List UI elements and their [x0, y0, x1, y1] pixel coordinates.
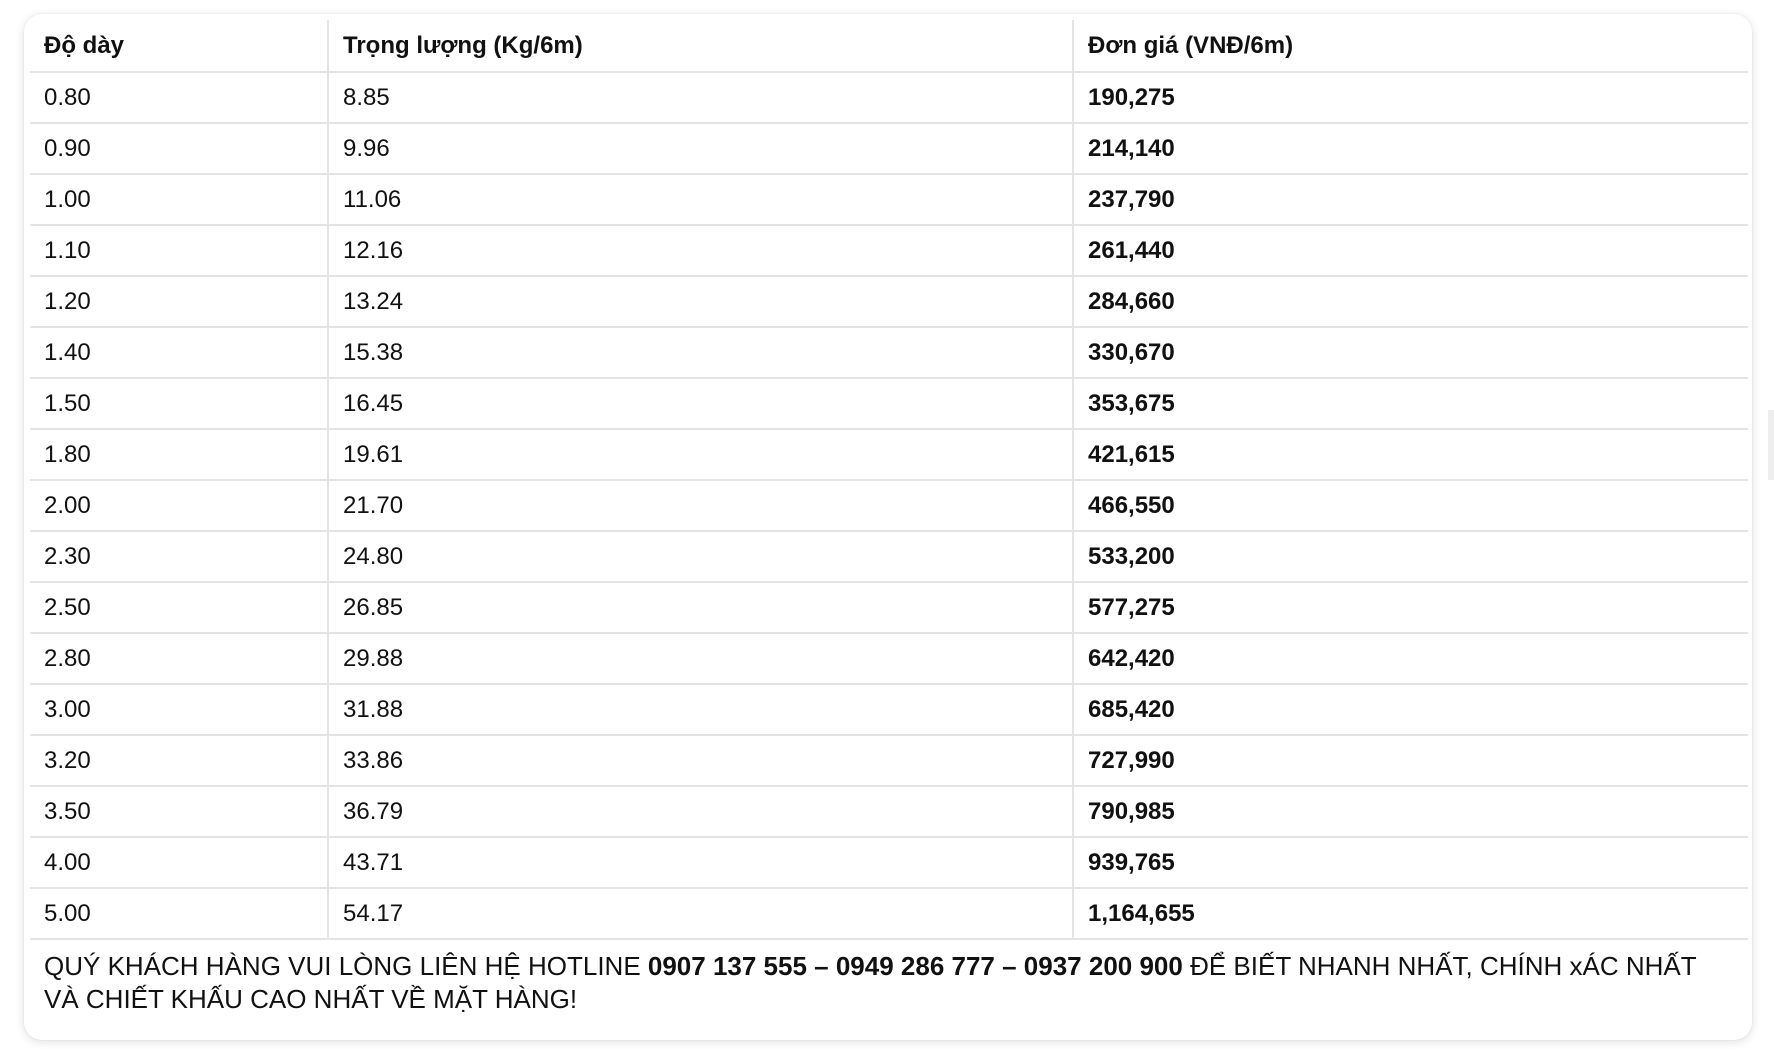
cell-weight: 24.80: [328, 531, 1073, 582]
cell-price: 790,985: [1073, 786, 1748, 837]
cell-thickness: 5.00: [30, 888, 328, 939]
cell-thickness: 2.30: [30, 531, 328, 582]
cell-weight: 26.85: [328, 582, 1073, 633]
cell-thickness: 2.00: [30, 480, 328, 531]
cell-weight: 9.96: [328, 123, 1073, 174]
table-row: [30, 888, 1748, 939]
cell-thickness: 1.50: [30, 378, 328, 429]
table-row: [30, 429, 1748, 480]
cell-price: 939,765: [1073, 837, 1748, 888]
table-row: [30, 531, 1748, 582]
cell-price: 261,440: [1073, 225, 1748, 276]
cell-thickness: 1.00: [30, 174, 328, 225]
table-header-row: [30, 20, 1748, 72]
cell-price: 642,420: [1073, 633, 1748, 684]
cell-weight: 21.70: [328, 480, 1073, 531]
cell-weight: 36.79: [328, 786, 1073, 837]
table-row: [30, 480, 1748, 531]
cell-price: 1,164,655: [1073, 888, 1748, 939]
cell-weight: 54.17: [328, 888, 1073, 939]
hotline-numbers: 0907 137 555 – 0949 286 777 – 0937 200 900: [647, 951, 1183, 981]
cell-price: 190,275: [1073, 72, 1748, 123]
cell-price: 533,200: [1073, 531, 1748, 582]
cell-price: 284,660: [1073, 276, 1748, 327]
note-suffix: ĐỂ BIẾT NHANH NHẤT, CHÍNH xÁC NHẤT VÀ CHIẾT KHẤU CAO NHẤT VỀ MẶT HÀNG!: [44, 951, 1697, 1014]
cell-price: 421,615: [1073, 429, 1748, 480]
cell-thickness: 1.20: [30, 276, 328, 327]
table-body: [30, 72, 1748, 939]
table-row: [30, 735, 1748, 786]
cell-thickness: 4.00: [30, 837, 328, 888]
cell-thickness: 0.90: [30, 123, 328, 174]
cell-price: 685,420: [1073, 684, 1748, 735]
price-table: [30, 20, 1748, 1026]
table-row: [30, 684, 1748, 735]
cell-thickness: 1.80: [30, 429, 328, 480]
cell-weight: 16.45: [328, 378, 1073, 429]
cell-thickness: 3.00: [30, 684, 328, 735]
cell-weight: 33.86: [328, 735, 1073, 786]
header-weight: Trọng lượng (Kg/6m): [328, 20, 1073, 72]
price-table-card: [24, 14, 1752, 1040]
header-thickness: Độ dày: [30, 20, 328, 72]
cell-weight: 11.06: [328, 174, 1073, 225]
cell-weight: 12.16: [328, 225, 1073, 276]
table-row: [30, 837, 1748, 888]
header-price: Đơn giá (VNĐ/6m): [1073, 20, 1748, 72]
page-edge-mark: [1768, 410, 1774, 480]
table-row: [30, 786, 1748, 837]
cell-weight: 13.24: [328, 276, 1073, 327]
table-row: [30, 225, 1748, 276]
table-row: [30, 174, 1748, 225]
cell-weight: 15.38: [328, 327, 1073, 378]
cell-weight: 31.88: [328, 684, 1073, 735]
cell-price: 237,790: [1073, 174, 1748, 225]
table-row: [30, 276, 1748, 327]
cell-price: 330,670: [1073, 327, 1748, 378]
cell-weight: 43.71: [328, 837, 1073, 888]
table-row: [30, 123, 1748, 174]
cell-price: 727,990: [1073, 735, 1748, 786]
table-row: [30, 378, 1748, 429]
table-row: [30, 327, 1748, 378]
hotline-note: [30, 939, 1748, 1026]
note-prefix: QUÝ KHÁCH HÀNG VUI LÒNG LIÊN HỆ HOTLINE: [44, 951, 648, 981]
cell-thickness: 3.50: [30, 786, 328, 837]
cell-thickness: 2.50: [30, 582, 328, 633]
cell-weight: 19.61: [328, 429, 1073, 480]
table-row: [30, 582, 1748, 633]
table-row: [30, 633, 1748, 684]
cell-price: 214,140: [1073, 123, 1748, 174]
cell-weight: 29.88: [328, 633, 1073, 684]
cell-price: 466,550: [1073, 480, 1748, 531]
cell-thickness: 2.80: [30, 633, 328, 684]
note-row: [30, 939, 1748, 1026]
cell-thickness: 1.40: [30, 327, 328, 378]
cell-price: 577,275: [1073, 582, 1748, 633]
cell-weight: 8.85: [328, 72, 1073, 123]
cell-thickness: 1.10: [30, 225, 328, 276]
table-row: [30, 72, 1748, 123]
cell-thickness: 0.80: [30, 72, 328, 123]
cell-price: 353,675: [1073, 378, 1748, 429]
cell-thickness: 3.20: [30, 735, 328, 786]
